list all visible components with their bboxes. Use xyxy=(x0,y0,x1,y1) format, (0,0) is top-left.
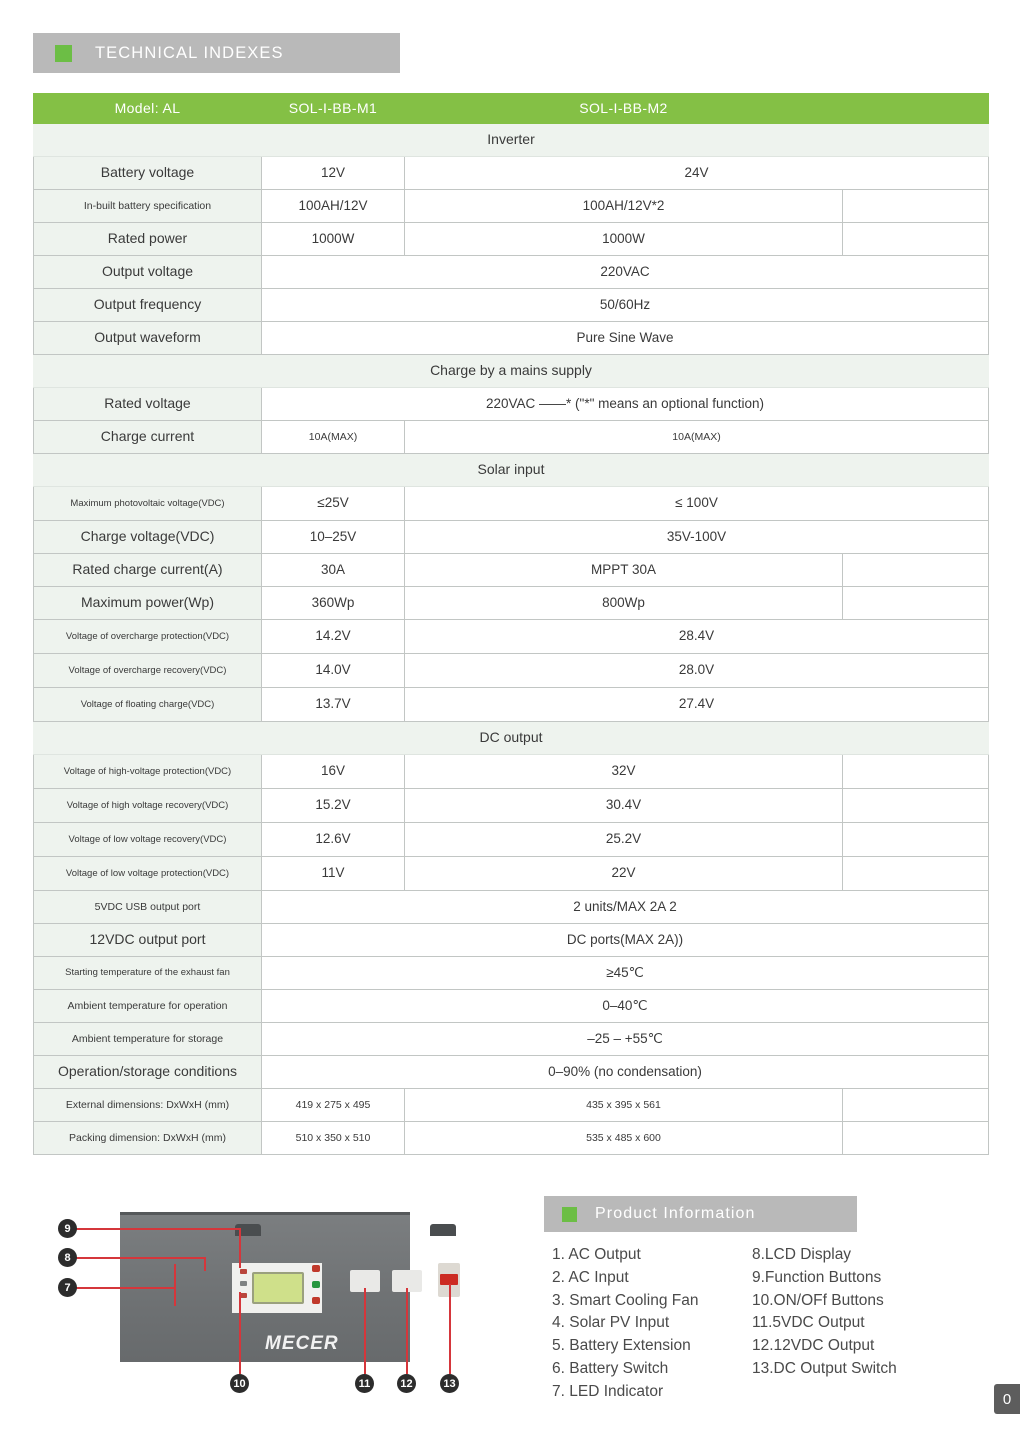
group-label-mains: Charge by a mains supply xyxy=(34,355,989,388)
group-row-dc-output xyxy=(34,722,989,755)
row-value-blank xyxy=(843,1089,989,1122)
row-label: 12VDC output port xyxy=(34,924,262,957)
row-value-m2: MPPT 30A xyxy=(405,554,843,587)
row-value-m1: 15.2V xyxy=(262,789,405,823)
function-button-icon xyxy=(312,1265,320,1272)
row-value-m2: 100AH/12V*2 xyxy=(405,190,843,223)
list-item: 11.5VDC Output xyxy=(752,1314,865,1332)
group-row-inverter xyxy=(34,124,989,157)
table-row xyxy=(34,157,989,190)
row-label: In-built battery specification xyxy=(34,190,262,223)
leader-line xyxy=(70,1257,205,1259)
row-label: Maximum power(Wp) xyxy=(34,587,262,620)
row-value-m2: 1000W xyxy=(405,223,843,256)
row-value-span: 50/60Hz xyxy=(262,289,989,322)
row-label: Operation/storage conditions xyxy=(34,1056,262,1089)
row-value-span: –25 – +55℃ xyxy=(262,1023,989,1056)
row-label: Voltage of high-voltage protection(VDC) xyxy=(34,755,262,789)
table-row xyxy=(34,223,989,256)
list-item: 7. LED Indicator xyxy=(552,1382,664,1400)
technical-specification-table xyxy=(33,93,989,1155)
row-value-m2: 32V xyxy=(405,755,843,789)
row-value-blank xyxy=(843,789,989,823)
list-item: 4. Solar PV Input xyxy=(552,1314,670,1332)
table-row xyxy=(34,289,989,322)
table-header-row xyxy=(34,94,989,124)
header-blank xyxy=(843,94,989,124)
header-model-label: Model: AL xyxy=(34,94,262,124)
product-info-column-left xyxy=(552,1244,752,1403)
table-row xyxy=(34,1023,989,1056)
row-value-m2: 28.0V xyxy=(405,654,989,688)
list-item: 3. Smart Cooling Fan xyxy=(552,1291,699,1309)
row-value-span: Pure Sine Wave xyxy=(262,322,989,355)
list-item: 2. AC Input xyxy=(552,1268,629,1286)
product-information-list xyxy=(552,1244,992,1403)
banner-square-icon xyxy=(562,1207,577,1222)
leader-line xyxy=(70,1228,240,1230)
leader-line xyxy=(449,1284,451,1374)
function-button-cluster xyxy=(310,1263,326,1313)
row-value-m2: ≤ 100V xyxy=(405,487,989,521)
group-label-solar: Solar input xyxy=(34,454,989,487)
table-row xyxy=(34,256,989,289)
row-label: Rated power xyxy=(34,223,262,256)
brand-logo: MECER xyxy=(265,1333,339,1354)
row-label: Starting temperature of the exhaust fan xyxy=(34,957,262,990)
leader-line xyxy=(239,1228,241,1268)
row-value-m1: 14.2V xyxy=(262,620,405,654)
list-item: 1. AC Output xyxy=(552,1246,641,1263)
row-label: Voltage of low voltage protection(VDC) xyxy=(34,857,262,891)
row-label: Rated charge current(A) xyxy=(34,554,262,587)
row-value-span: DC ports(MAX 2A)) xyxy=(262,924,989,957)
row-value-m1: 13.7V xyxy=(262,688,405,722)
row-label: Output frequency xyxy=(34,289,262,322)
table-row xyxy=(34,388,989,421)
row-value-blank xyxy=(843,223,989,256)
row-label: Maximum photovoltaic voltage(VDC) xyxy=(34,487,262,521)
row-label: External dimensions: DxWxH (mm) xyxy=(34,1089,262,1122)
row-value-span: 220VAC xyxy=(262,256,989,289)
row-value-blank xyxy=(843,554,989,587)
table-row xyxy=(34,322,989,355)
row-value-m2: 24V xyxy=(405,157,989,190)
row-value-m2: 28.4V xyxy=(405,620,989,654)
handle-right-icon xyxy=(430,1224,456,1236)
row-label: Battery voltage xyxy=(34,157,262,190)
list-item: 5. Battery Extension xyxy=(552,1337,691,1355)
table-row xyxy=(34,654,989,688)
row-value-m1: 30A xyxy=(262,554,405,587)
callout-10: 10 xyxy=(230,1374,249,1393)
row-value-blank xyxy=(843,1122,989,1155)
group-label-inverter: Inverter xyxy=(34,124,989,157)
row-value-m1: ≤25V xyxy=(262,487,405,521)
table-row xyxy=(34,789,989,823)
table-row xyxy=(34,924,989,957)
row-label: Voltage of low voltage recovery(VDC) xyxy=(34,823,262,857)
row-value-blank xyxy=(843,857,989,891)
table-row xyxy=(34,587,989,620)
list-item: 6. Battery Switch xyxy=(552,1359,669,1377)
row-value-m2: 30.4V xyxy=(405,789,843,823)
row-value-blank xyxy=(843,755,989,789)
list-item: 8.LCD Display xyxy=(752,1246,852,1263)
table-row xyxy=(34,487,989,521)
technical-indexes-banner xyxy=(33,33,400,73)
row-label: Output voltage xyxy=(34,256,262,289)
onoff-button-icon xyxy=(312,1297,320,1304)
row-value-m1: 14.0V xyxy=(262,654,405,688)
row-label: Voltage of floating charge(VDC) xyxy=(34,688,262,722)
table-row xyxy=(34,1122,989,1155)
list-item: 12.12VDC Output xyxy=(752,1337,875,1355)
row-label: Rated voltage xyxy=(34,388,262,421)
row-value-blank xyxy=(843,190,989,223)
product-information-title: Product Information xyxy=(595,1205,756,1222)
table-row xyxy=(34,1056,989,1089)
leader-line xyxy=(174,1264,176,1306)
list-item: 13.DC Output Switch xyxy=(752,1359,897,1377)
row-label: Output waveform xyxy=(34,322,262,355)
row-value-span: 2 units/MAX 2A 2 xyxy=(262,891,989,924)
page-number-badge: 0 xyxy=(994,1384,1020,1414)
row-value-m1: 16V xyxy=(262,755,405,789)
row-value-m2: 10A(MAX) xyxy=(405,421,989,454)
group-label-dc-output: DC output xyxy=(34,722,989,755)
row-value-m2: 27.4V xyxy=(405,688,989,722)
row-value-span: 0–40℃ xyxy=(262,990,989,1023)
leader-line xyxy=(239,1292,241,1374)
row-value-m1: 12V xyxy=(262,157,405,190)
table-row xyxy=(34,823,989,857)
product-info-column-right xyxy=(752,1244,992,1403)
table-row xyxy=(34,990,989,1023)
row-label: Voltage of overcharge recovery(VDC) xyxy=(34,654,262,688)
header-model-m1: SOL-I-BB-M1 xyxy=(262,94,405,124)
led-indicator-icon xyxy=(240,1269,247,1274)
lcd-display xyxy=(252,1272,304,1304)
row-label: Ambient temperature for operation xyxy=(34,990,262,1023)
row-value-blank xyxy=(843,587,989,620)
row-value-span: ≥45℃ xyxy=(262,957,989,990)
table-row xyxy=(34,1089,989,1122)
leader-line xyxy=(204,1257,206,1271)
table-row xyxy=(34,190,989,223)
row-label: Packing dimension: DxWxH (mm) xyxy=(34,1122,262,1155)
row-value-m1: 11V xyxy=(262,857,405,891)
row-value-m2: 435 x 395 x 561 xyxy=(405,1089,843,1122)
row-value-m2: 800Wp xyxy=(405,587,843,620)
list-item: 9.Function Buttons xyxy=(752,1268,882,1286)
row-value-m1: 510 x 350 x 510 xyxy=(262,1122,405,1155)
leader-line xyxy=(70,1287,175,1289)
row-value-m2: 35V-100V xyxy=(405,521,989,554)
callout-13: 13 xyxy=(440,1374,459,1393)
row-label: Voltage of overcharge protection(VDC) xyxy=(34,620,262,654)
led-indicator-icon xyxy=(240,1281,247,1286)
list-item: 10.ON/OFf Buttons xyxy=(752,1291,884,1309)
row-value-m1: 360Wp xyxy=(262,587,405,620)
row-value-m1: 419 x 275 x 495 xyxy=(262,1089,405,1122)
table-row xyxy=(34,554,989,587)
group-row-solar xyxy=(34,454,989,487)
row-value-m1: 100AH/12V xyxy=(262,190,405,223)
row-value-m1: 10–25V xyxy=(262,521,405,554)
row-label: Charge current xyxy=(34,421,262,454)
row-value-m2: 22V xyxy=(405,857,843,891)
row-value-span: 0–90% (no condensation) xyxy=(262,1056,989,1089)
row-value-m2: 535 x 485 x 600 xyxy=(405,1122,843,1155)
callout-7: 7 xyxy=(58,1278,77,1297)
table-row xyxy=(34,891,989,924)
row-label: Charge voltage(VDC) xyxy=(34,521,262,554)
leader-line xyxy=(406,1288,408,1374)
row-value-m1: 10A(MAX) xyxy=(262,421,405,454)
callout-11: 11 xyxy=(355,1374,374,1393)
row-value-m2: 25.2V xyxy=(405,823,843,857)
table-row xyxy=(34,957,989,990)
table-row xyxy=(34,688,989,722)
row-label: 5VDC USB output port xyxy=(34,891,262,924)
header-model-m2: SOL-I-BB-M2 xyxy=(405,94,843,124)
product-illustration xyxy=(40,1192,470,1407)
row-label: Ambient temperature for storage xyxy=(34,1023,262,1056)
row-label: Voltage of high voltage recovery(VDC) xyxy=(34,789,262,823)
product-information-banner xyxy=(544,1196,857,1232)
callout-12: 12 xyxy=(397,1374,416,1393)
table-row xyxy=(34,620,989,654)
row-value-span: 220VAC ——* ("*" means an optional function) xyxy=(262,388,989,421)
leader-line xyxy=(364,1288,366,1374)
table-row xyxy=(34,421,989,454)
table-row xyxy=(34,857,989,891)
callout-8: 8 xyxy=(58,1248,77,1267)
banner-square-icon xyxy=(55,45,72,62)
row-value-m1: 12.6V xyxy=(262,823,405,857)
power-button-icon xyxy=(312,1281,320,1288)
row-value-blank xyxy=(843,823,989,857)
callout-9: 9 xyxy=(58,1219,77,1238)
table-row xyxy=(34,521,989,554)
row-value-m1: 1000W xyxy=(262,223,405,256)
table-row xyxy=(34,755,989,789)
led-indicator-icon xyxy=(240,1293,247,1298)
group-row-mains xyxy=(34,355,989,388)
technical-indexes-title: TECHNICAL INDEXES xyxy=(95,43,284,62)
